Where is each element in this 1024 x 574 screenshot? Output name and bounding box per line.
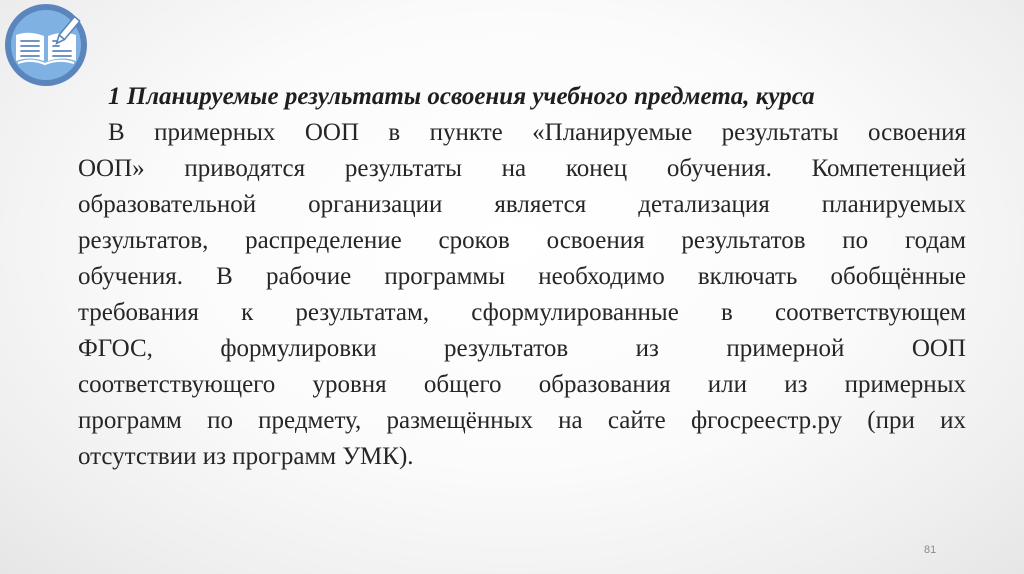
body-line: соответствующего уровня общего образования или из примерных bbox=[78, 371, 966, 398]
body-line: ООП» приводятся результаты на конец обучения. Компетенцией bbox=[78, 155, 966, 182]
body-line: ФГОС, формулировки результатов из примерной ООП bbox=[78, 335, 966, 362]
body-line: обучения. В рабочие программы необходимо включать обобщённые bbox=[78, 263, 966, 290]
body-line: программ по предмету, размещённых на сайте фгосреестр.ру (при их bbox=[78, 407, 966, 434]
body-line: образовательной организации является детализация планируемых bbox=[78, 191, 966, 218]
slide-body-paragraph bbox=[78, 115, 966, 475]
body-line: результатов, распределение сроков освоения результатов по годам bbox=[78, 227, 966, 254]
open-book-with-pen-icon bbox=[4, 3, 88, 87]
body-line: требования к результатам, сформулированные в соответствующем bbox=[78, 299, 966, 326]
slide-heading: 1 Планируемые результаты освоения учебного предмета, курса bbox=[108, 83, 815, 110]
body-line: отсутствии из программ УМК). bbox=[78, 443, 414, 470]
page-number: 81 bbox=[924, 544, 937, 556]
body-line: В примерных ООП в пункте «Планируемые результаты освоения bbox=[108, 119, 966, 146]
